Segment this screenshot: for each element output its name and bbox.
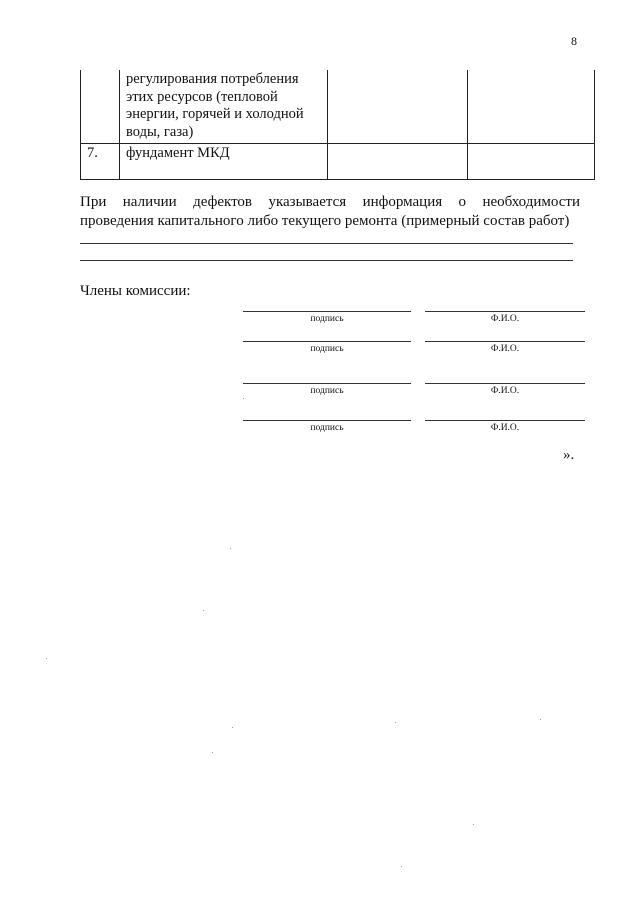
name-line (425, 311, 585, 312)
signature-caption: подпись (310, 314, 344, 324)
scan-speck (395, 722, 396, 723)
fill-in-line (80, 260, 573, 261)
name-caption: Ф.И.О. (490, 423, 520, 433)
inspection-table (80, 70, 595, 180)
scan-speck (473, 824, 474, 825)
row-empty-cell (328, 144, 468, 180)
table-row (81, 70, 595, 144)
signature-line (243, 311, 411, 312)
name-caption: Ф.И.О. (490, 344, 520, 354)
fill-in-line (80, 243, 573, 244)
closing-quote: ». (563, 447, 575, 463)
defects-note (80, 193, 580, 231)
row-empty-cell (467, 144, 594, 180)
scan-speck (46, 658, 47, 659)
scan-speck (540, 719, 541, 720)
signature-line (243, 341, 411, 342)
scan-speck (232, 727, 233, 728)
defects-note-line: При наличии дефектов указывается информация о необходимости (80, 194, 580, 210)
name-caption: Ф.И.О. (490, 314, 520, 324)
row-description-cell (119, 70, 327, 144)
description-line: этих ресурсов (тепловой (125, 88, 278, 105)
table-row (81, 144, 595, 180)
signature-row (243, 341, 585, 361)
name-caption: Ф.И.О. (490, 386, 520, 396)
signature-caption: подпись (310, 344, 344, 354)
signature-line (243, 420, 411, 421)
signature-line (243, 383, 411, 384)
signature-row (243, 420, 585, 440)
members-title: Члены комиссии: (80, 283, 191, 299)
name-line (425, 383, 585, 384)
row-number-cell (81, 70, 120, 144)
scan-speck (230, 548, 231, 549)
signature-row (243, 311, 585, 331)
description-line: регулирования потребления (125, 71, 299, 87)
signature-caption: подпись (310, 386, 344, 396)
row-number-cell: 7. (81, 144, 120, 180)
signature-row (243, 383, 585, 403)
signature-caption: подпись (310, 423, 344, 433)
scan-speck (401, 866, 402, 867)
description-line: энергии, горячей и холодной (125, 106, 304, 122)
defects-note-line: проведения капитального либо текущего ремонта (примерный состав работ) (80, 213, 570, 229)
name-line (425, 420, 585, 421)
row-empty-cell (328, 70, 468, 144)
scan-speck (212, 752, 213, 753)
name-line (425, 341, 585, 342)
row-description-cell: фундамент МКД (119, 144, 327, 180)
scan-speck (243, 398, 244, 399)
description-line: воды, газа) (125, 123, 194, 140)
page-number: 8 (571, 34, 577, 48)
scan-speck (203, 610, 204, 611)
row-empty-cell (467, 70, 594, 144)
